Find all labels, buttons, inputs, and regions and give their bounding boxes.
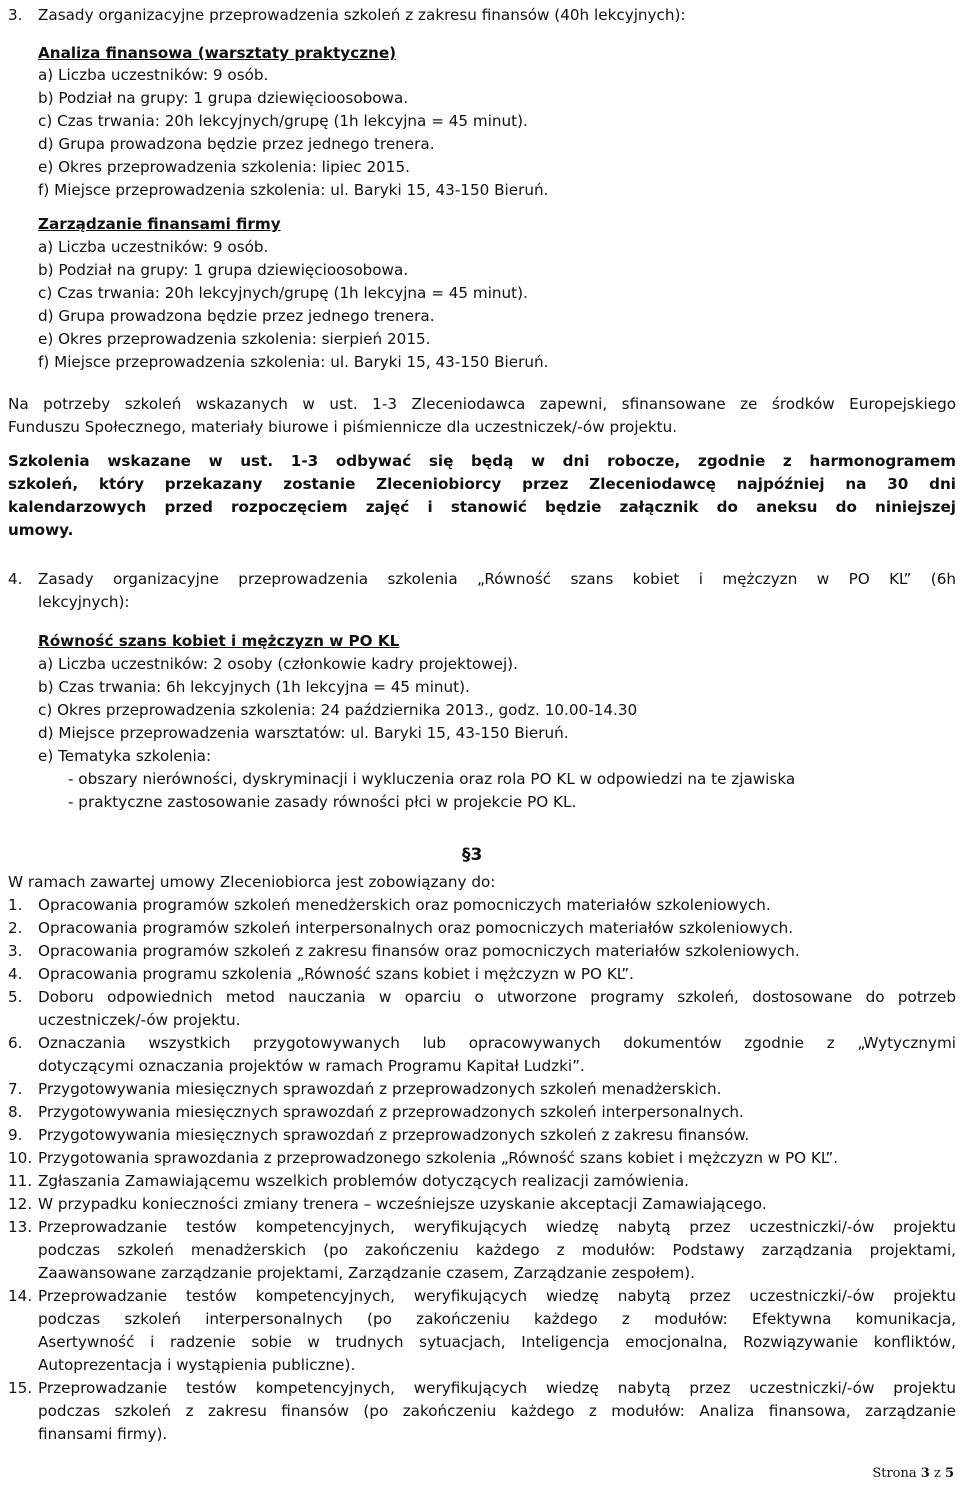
schedule-paragraph-line: kalendarzowych przed rozpoczęciem zajęć i stanowić będzie załącznik do aneksu do niniejszej — [8, 498, 956, 516]
obligation-line: finansami firmy). — [38, 1425, 168, 1443]
obligation-line: Oznaczania wszystkich przygotowywanych lub opracowywanych dokumentów zgodnie z „Wytycznymi — [38, 1034, 956, 1052]
obligation-number: 6. — [8, 1034, 23, 1052]
obligation-line: Asertywność i radzenie sobie w trudnych sytuacjach, Inteligencja emocjonalna, Rozwiązywanie konfliktów, — [38, 1333, 956, 1351]
obligation-line: W przypadku konieczności zmiany trenera – wcześniejsze uzyskanie akceptacji Zamawiającego. — [38, 1195, 767, 1213]
course-2-item: e) Okres przeprowadzenia szkolenia: sierpień 2015. — [38, 330, 431, 348]
obligation-line: Opracowania programu szkolenia „Równość szans kobiet i mężczyzn w PO KL”. — [38, 965, 634, 983]
footer-label: Strona — [872, 1466, 917, 1481]
course-2-title: Zarządzanie finansami firmy — [38, 215, 281, 233]
course-3-item: b) Czas trwania: 6h lekcyjnych (1h lekcyjna = 45 minut). — [38, 678, 470, 696]
obligation-line: Przygotowywania miesięcznych sprawozdań z przeprowadzonych szkoleń interpersonalnych. — [38, 1103, 744, 1121]
obligation-number: 1. — [8, 896, 23, 914]
obligation-number: 7. — [8, 1080, 23, 1098]
course-1-item: b) Podział na grupy: 1 grupa dziewięcioosobowa. — [38, 89, 409, 107]
course-1-item: e) Okres przeprowadzenia szkolenia: lipiec 2015. — [38, 158, 410, 176]
course-2-item: b) Podział na grupy: 1 grupa dziewięcioosobowa. — [38, 261, 409, 279]
course-3-item: c) Okres przeprowadzenia szkolenia: 24 października 2013., godz. 10.00-14.30 — [38, 701, 638, 719]
section-4-heading-line: lekcyjnych): — [38, 593, 130, 611]
obligation-number: 12. — [8, 1195, 33, 1213]
footer-sep: z — [933, 1466, 941, 1481]
obligation-line: Przygotowywania miesięcznych sprawozdań z przeprowadzonych szkoleń z zakresu finansów. — [38, 1126, 750, 1144]
obligation-line: Przeprowadzanie testów kompetencyjnych, weryfikujących wiedzę nabytą przez uczestniczki/-ów projektu — [38, 1379, 956, 1397]
obligation-number: 10. — [8, 1149, 33, 1167]
obligation-line: Zgłaszania Zamawiającemu wszelkich problemów dotyczących realizacji zamówienia. — [38, 1172, 690, 1190]
course-3-item: e) Tematyka szkolenia: — [38, 747, 212, 765]
footer-page: 3 — [920, 1466, 930, 1481]
obligation-line: Opracowania programów szkoleń menedżerskich oraz pomocniczych materiałów szkoleniowych. — [38, 896, 771, 914]
course-2-item: a) Liczba uczestników: 9 osób. — [38, 238, 269, 256]
obligation-number: 8. — [8, 1103, 23, 1121]
obligation-number: 9. — [8, 1126, 23, 1144]
obligation-line: Przygotowania sprawozdania z przeprowadzonego szkolenia „Równość szans kobiet i mężczyzn w PO KL”. — [38, 1149, 839, 1167]
paragraph-3-heading: §3 — [462, 845, 483, 865]
obligation-number: 5. — [8, 988, 23, 1006]
obligation-line: Przeprowadzanie testów kompetencyjnych, weryfikujących wiedzę nabytą przez uczestniczki/-ów projektu — [38, 1218, 956, 1236]
materials-paragraph-line: Na potrzeby szkoleń wskazanych w ust. 1-3 Zleceniodawca zapewni, sfinansowane ze środków Europejskiego — [8, 395, 956, 413]
obligation-line: uczestniczek/-ów projektu. — [38, 1011, 241, 1029]
obligation-number: 3. — [8, 942, 23, 960]
obligation-line: Przeprowadzanie testów kompetencyjnych, weryfikujących wiedzę nabytą przez uczestniczki/-ów projektu — [38, 1287, 956, 1305]
obligation-number: 13. — [8, 1218, 33, 1236]
obligation-line: Opracowania programów szkoleń z zakresu finansów oraz pomocniczych materiałów szkoleniowych. — [38, 942, 800, 960]
course-3-title: Równość szans kobiet i mężczyzn w PO KL — [38, 632, 400, 650]
obligation-number: 14. — [8, 1287, 33, 1305]
section-3-number: 3. — [8, 6, 23, 24]
obligation-line: podczas szkoleń z zakresu finansów (po zakończeniu każdego z modułów: Analiza finansowa, zarządzanie — [38, 1402, 956, 1420]
course-3-item: d) Miejsce przeprowadzenia warsztatów: ul. Baryki 15, 43-150 Bieruń. — [38, 724, 569, 742]
obligation-number: 2. — [8, 919, 23, 937]
course-1-item: f) Miejsce przeprowadzenia szkolenia: ul. Baryki 15, 43-150 Bieruń. — [38, 181, 549, 199]
obligation-line: Opracowania programów szkoleń interpersonalnych oraz pomocniczych materiałów szkoleniowych. — [38, 919, 794, 937]
obligation-number: 11. — [8, 1172, 33, 1190]
course-1-title: Analiza finansowa (warsztaty praktyczne) — [38, 44, 397, 62]
obligation-line: Autoprezentacja i wystąpienia publiczne). — [38, 1356, 356, 1374]
course-1-item: a) Liczba uczestników: 9 osób. — [38, 66, 269, 84]
obligation-line: Przygotowywania miesięcznych sprawozdań z przeprowadzonych szkoleń menadżerskich. — [38, 1080, 722, 1098]
course-1-item: c) Czas trwania: 20h lekcyjnych/grupę (1h lekcyjna = 45 minut). — [38, 112, 528, 130]
obligation-line: podczas szkoleń interpersonalnych (po zakończeniu każdego z modułów: Efektywna komunikacja, — [38, 1310, 956, 1328]
course-2-item: f) Miejsce przeprowadzenia szkolenia: ul. Baryki 15, 43-150 Bieruń. — [38, 353, 549, 371]
obligation-line: podczas szkoleń menadżerskich (po zakończeniu każdego z modułów: Podstawy zarządzania projektami, — [38, 1241, 956, 1259]
section-4-heading-line: Zasady organizacyjne przeprowadzenia szkolenia „Równość szans kobiet i mężczyzn w PO KL” (6h — [38, 570, 956, 588]
schedule-paragraph-line: szkoleń, który przekazany zostanie Zleceniobiorcy przez Zleceniodawcę najpóźniej na 30 dni — [8, 475, 956, 493]
schedule-paragraph-line: umowy. — [8, 521, 74, 539]
materials-paragraph-line: Funduszu Społecznego, materiały biurowe i piśmiennicze dla uczestniczek/-ów projektu. — [8, 418, 678, 436]
obligation-line: Doboru odpowiednich metod nauczania w oparciu o utworzone programy szkoleń, dostosowane do potrzeb — [38, 988, 956, 1006]
section-4-number: 4. — [8, 570, 23, 588]
schedule-paragraph-line: Szkolenia wskazane w ust. 1-3 odbywać się będą w dni robocze, zgodnie z harmonogramem — [8, 452, 956, 470]
obligation-line: Zaawansowane zarządzanie projektami, Zarządzanie czasem, Zarządzanie zespołem). — [38, 1264, 696, 1282]
footer-total: 5 — [944, 1466, 954, 1481]
course-3-bullet: - praktyczne zastosowanie zasady równości płci w projekcie PO KL. — [68, 793, 577, 811]
section-3-heading: Zasady organizacyjne przeprowadzenia szkoleń z zakresu finansów (40h lekcyjnych): — [38, 6, 686, 24]
course-2-item: c) Czas trwania: 20h lekcyjnych/grupę (1h lekcyjna = 45 minut). — [38, 284, 528, 302]
page-footer — [872, 1466, 954, 1481]
obligation-number: 4. — [8, 965, 23, 983]
paragraph-3-intro: W ramach zawartej umowy Zleceniobiorca jest zobowiązany do: — [8, 873, 496, 891]
obligation-line: dotyczącymi oznaczania projektów w ramach Programu Kapitał Ludzki”. — [38, 1057, 585, 1075]
course-2-item: d) Grupa prowadzona będzie przez jednego trenera. — [38, 307, 435, 325]
obligation-number: 15. — [8, 1379, 33, 1397]
course-3-bullet: - obszary nierówności, dyskryminacji i wykluczenia oraz rola PO KL w odpowiedzi na te zjawiska — [68, 770, 796, 788]
course-1-item: d) Grupa prowadzona będzie przez jednego trenera. — [38, 135, 435, 153]
course-3-item: a) Liczba uczestników: 2 osoby (członkowie kadry projektowej). — [38, 655, 518, 673]
